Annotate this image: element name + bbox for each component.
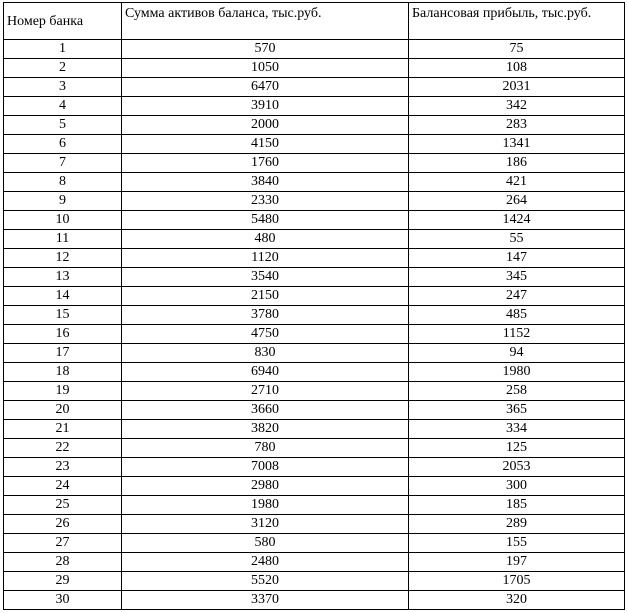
- table-row: [4, 363, 625, 382]
- cell-profit: 247: [409, 287, 625, 306]
- cell-profit: 1341: [409, 135, 625, 154]
- cell-assets: 6470: [122, 78, 409, 97]
- cell-bank-number: 7: [4, 154, 122, 173]
- cell-bank-number: 18: [4, 363, 122, 382]
- cell-assets: 1120: [122, 249, 409, 268]
- table-row: [4, 306, 625, 325]
- cell-bank-number: 1: [4, 40, 122, 59]
- table-body: [4, 40, 625, 610]
- cell-profit: 258: [409, 382, 625, 401]
- cell-assets: 3120: [122, 515, 409, 534]
- table-row: [4, 211, 625, 230]
- table-row: [4, 553, 625, 572]
- table-row: [4, 268, 625, 287]
- table-row: [4, 287, 625, 306]
- table-row: [4, 534, 625, 553]
- cell-assets: 3840: [122, 173, 409, 192]
- cell-bank-number: 22: [4, 439, 122, 458]
- cell-assets: 4750: [122, 325, 409, 344]
- cell-assets: 2480: [122, 553, 409, 572]
- cell-profit: 1424: [409, 211, 625, 230]
- cell-bank-number: 4: [4, 97, 122, 116]
- cell-profit: 283: [409, 116, 625, 135]
- table-row: [4, 154, 625, 173]
- cell-assets: 3660: [122, 401, 409, 420]
- bank-data-table: [3, 2, 625, 610]
- table-row: [4, 458, 625, 477]
- cell-assets: 2330: [122, 192, 409, 211]
- cell-assets: 2000: [122, 116, 409, 135]
- cell-profit: 1705: [409, 572, 625, 591]
- table-row: [4, 249, 625, 268]
- table-row: [4, 591, 625, 610]
- cell-profit: 342: [409, 97, 625, 116]
- cell-assets: 3820: [122, 420, 409, 439]
- table-row: [4, 40, 625, 59]
- table-row: [4, 382, 625, 401]
- cell-bank-number: 11: [4, 230, 122, 249]
- cell-assets: 2150: [122, 287, 409, 306]
- cell-bank-number: 17: [4, 344, 122, 363]
- cell-bank-number: 5: [4, 116, 122, 135]
- header-row: [4, 3, 625, 40]
- cell-assets: 5520: [122, 572, 409, 591]
- cell-profit: 2031: [409, 78, 625, 97]
- cell-assets: 7008: [122, 458, 409, 477]
- table-row: [4, 325, 625, 344]
- cell-bank-number: 12: [4, 249, 122, 268]
- cell-profit: 75: [409, 40, 625, 59]
- cell-bank-number: 21: [4, 420, 122, 439]
- cell-bank-number: 30: [4, 591, 122, 610]
- header-bank-number: Номер банка: [4, 3, 122, 40]
- cell-profit: 94: [409, 344, 625, 363]
- cell-assets: 580: [122, 534, 409, 553]
- cell-bank-number: 6: [4, 135, 122, 154]
- cell-bank-number: 28: [4, 553, 122, 572]
- table-row: [4, 230, 625, 249]
- cell-assets: 5480: [122, 211, 409, 230]
- table-row: [4, 78, 625, 97]
- cell-bank-number: 15: [4, 306, 122, 325]
- table-row: [4, 116, 625, 135]
- cell-assets: 1050: [122, 59, 409, 78]
- cell-assets: 480: [122, 230, 409, 249]
- cell-bank-number: 16: [4, 325, 122, 344]
- cell-assets: 1760: [122, 154, 409, 173]
- cell-assets: 3780: [122, 306, 409, 325]
- table-row: [4, 420, 625, 439]
- table-row: [4, 515, 625, 534]
- cell-assets: 570: [122, 40, 409, 59]
- cell-bank-number: 29: [4, 572, 122, 591]
- cell-assets: 3540: [122, 268, 409, 287]
- table-row: [4, 344, 625, 363]
- table-row: [4, 97, 625, 116]
- cell-profit: 485: [409, 306, 625, 325]
- table-row: [4, 572, 625, 591]
- cell-bank-number: 25: [4, 496, 122, 515]
- cell-profit: 289: [409, 515, 625, 534]
- cell-profit: 108: [409, 59, 625, 78]
- cell-assets: 1980: [122, 496, 409, 515]
- table-row: [4, 439, 625, 458]
- cell-assets: 6940: [122, 363, 409, 382]
- cell-profit: 1980: [409, 363, 625, 382]
- header-assets: Сумма активов баланса, тыс.руб.: [122, 3, 409, 40]
- cell-bank-number: 3: [4, 78, 122, 97]
- cell-profit: 264: [409, 192, 625, 211]
- cell-assets: 3370: [122, 591, 409, 610]
- cell-profit: 300: [409, 477, 625, 496]
- table-header: [4, 3, 625, 40]
- cell-assets: 830: [122, 344, 409, 363]
- cell-bank-number: 8: [4, 173, 122, 192]
- cell-bank-number: 27: [4, 534, 122, 553]
- cell-bank-number: 2: [4, 59, 122, 78]
- cell-bank-number: 26: [4, 515, 122, 534]
- cell-profit: 365: [409, 401, 625, 420]
- cell-assets: 3910: [122, 97, 409, 116]
- cell-profit: 1152: [409, 325, 625, 344]
- cell-bank-number: 13: [4, 268, 122, 287]
- cell-bank-number: 14: [4, 287, 122, 306]
- cell-profit: 155: [409, 534, 625, 553]
- cell-profit: 334: [409, 420, 625, 439]
- table-row: [4, 135, 625, 154]
- cell-profit: 421: [409, 173, 625, 192]
- cell-bank-number: 19: [4, 382, 122, 401]
- cell-assets: 2980: [122, 477, 409, 496]
- cell-profit: 345: [409, 268, 625, 287]
- cell-assets: 780: [122, 439, 409, 458]
- cell-assets: 2710: [122, 382, 409, 401]
- cell-profit: 147: [409, 249, 625, 268]
- table-row: [4, 192, 625, 211]
- table-row: [4, 401, 625, 420]
- table-row: [4, 496, 625, 515]
- cell-assets: 4150: [122, 135, 409, 154]
- cell-profit: 55: [409, 230, 625, 249]
- table-row: [4, 477, 625, 496]
- cell-bank-number: 20: [4, 401, 122, 420]
- cell-bank-number: 24: [4, 477, 122, 496]
- cell-profit: 185: [409, 496, 625, 515]
- cell-profit: 125: [409, 439, 625, 458]
- table-row: [4, 59, 625, 78]
- cell-profit: 197: [409, 553, 625, 572]
- cell-bank-number: 9: [4, 192, 122, 211]
- table-row: [4, 173, 625, 192]
- cell-bank-number: 23: [4, 458, 122, 477]
- header-profit: Балансовая прибыль, тыс.руб.: [409, 3, 625, 40]
- cell-bank-number: 10: [4, 211, 122, 230]
- cell-profit: 186: [409, 154, 625, 173]
- cell-profit: 320: [409, 591, 625, 610]
- cell-profit: 2053: [409, 458, 625, 477]
